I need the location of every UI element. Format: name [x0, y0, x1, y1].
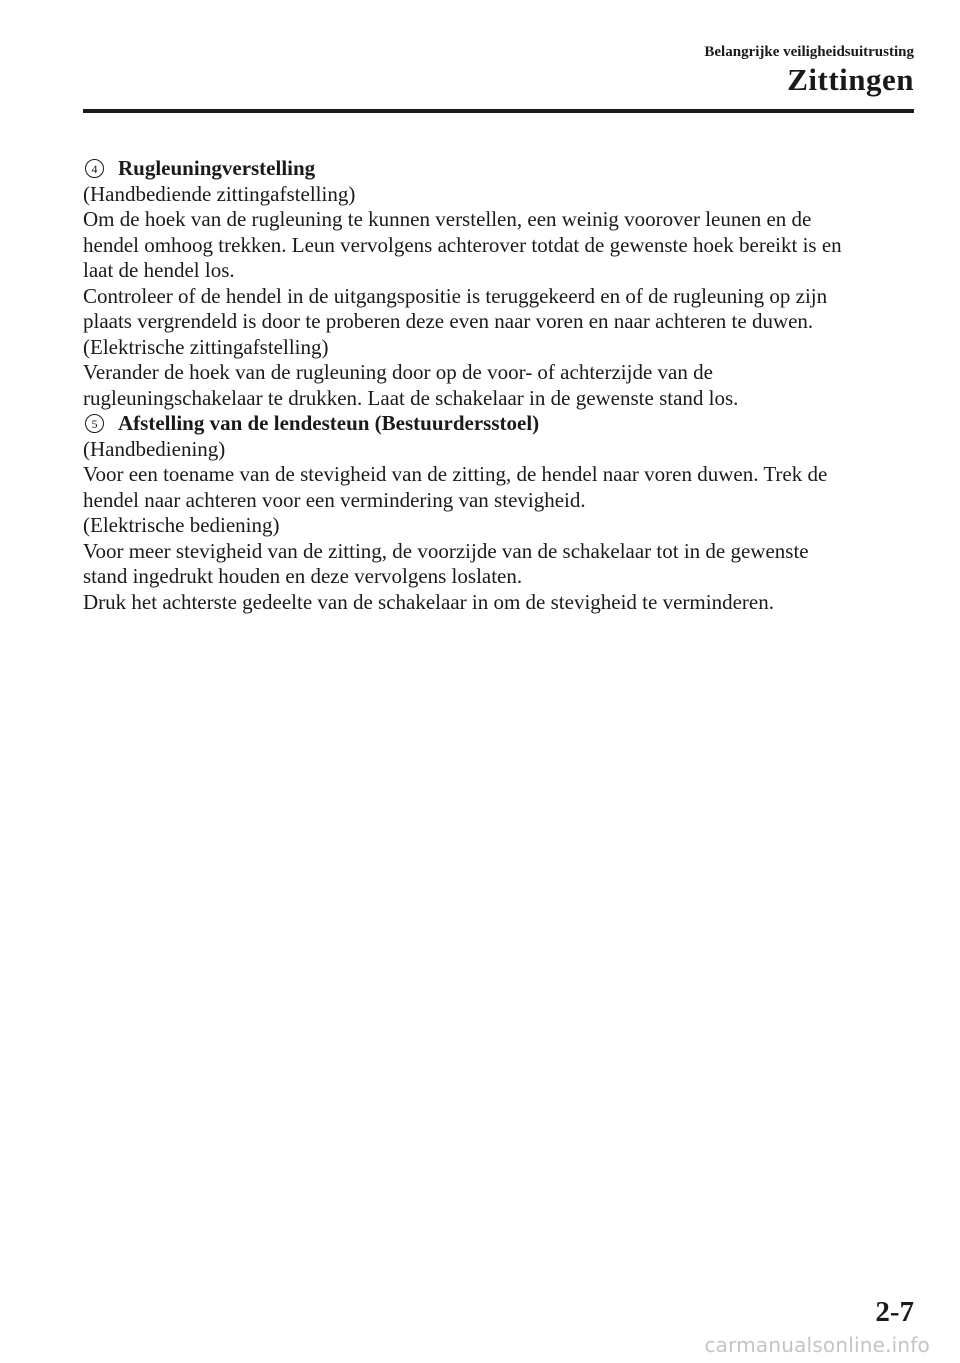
circled-number-5-icon: 5 — [85, 414, 104, 433]
text-line: Verander de hoek van de rugleuning door op de voor- of achterzijde van de — [83, 360, 713, 384]
page-number: 2-7 — [875, 1296, 914, 1328]
watermark: carmanualsonline.info — [704, 1333, 930, 1357]
section-lumbar — [83, 411, 923, 615]
text-line: Om de hoek van de rugleuning te kunnen verstellen, een weinig voorover leunen en de — [83, 207, 812, 231]
section-heading — [83, 156, 923, 182]
circled-number-4-icon: 4 — [85, 159, 104, 178]
header-divider — [83, 109, 914, 113]
text-line: (Handbediende zittingafstelling) — [83, 181, 356, 206]
text-line: hendel naar achteren voor een vermindering van stevigheid. — [83, 487, 586, 512]
page-title: Zittingen — [787, 62, 914, 97]
text-line: plaats vergrendeld is door te proberen deze even naar voren en naar achteren te duwen. — [83, 309, 814, 333]
section-backrest — [83, 156, 923, 411]
section-heading-text: Rugleuningverstelling — [118, 156, 316, 180]
text-line: Druk het achterste gedeelte van de schakelaar in om de stevigheid te verminderen. — [83, 589, 774, 614]
text-line: Voor meer stevigheid van de zitting, de voorzijde van de schakelaar tot in de gewenste — [83, 538, 809, 563]
text-line: Controleer of de hendel in de uitgangspositie is teruggekeerd en of de rugleuning op zijn — [83, 283, 828, 308]
text-line: rugleuningschakelaar te drukken. Laat de schakelaar in de gewenste stand los. — [83, 385, 739, 410]
section-header: Belangrijke veiligheidsuitrusting — [704, 44, 914, 60]
page-content — [83, 156, 923, 615]
section-heading-text: Afstelling van de lendesteun (Bestuurdersstoel) — [118, 411, 540, 435]
text-line: Voor een toename van de stevigheid van de zitting, de hendel naar voren duwen. Trek de — [83, 462, 828, 486]
text-line: (Elektrische zittingafstelling) — [83, 334, 329, 359]
text-line: hendel omhoog trekken. Leun vervolgens achterover totdat de gewenste hoek bereikt is en — [83, 232, 842, 257]
section-heading — [83, 411, 923, 437]
text-line: (Handbediening) — [83, 436, 226, 461]
text-line: stand ingedrukt houden en deze vervolgens loslaten. — [83, 564, 523, 588]
text-line: (Elektrische bediening) — [83, 513, 280, 537]
text-line: laat de hendel los. — [83, 258, 235, 282]
